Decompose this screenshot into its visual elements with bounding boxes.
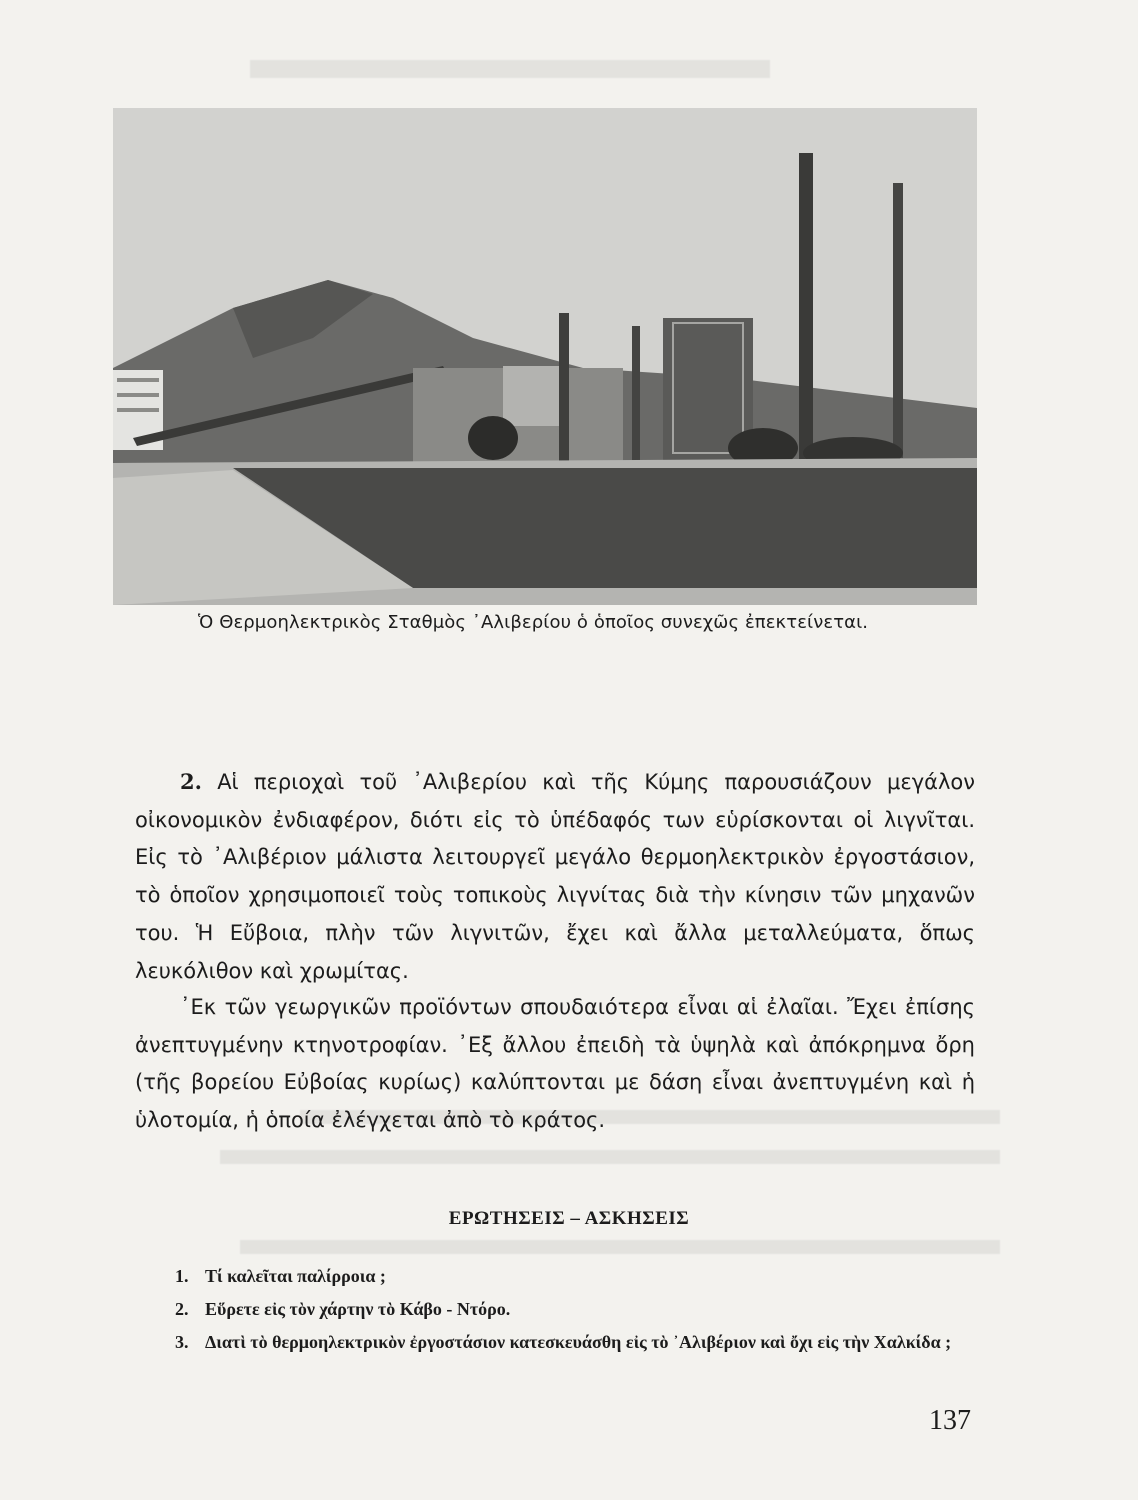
photo-caption: Ὁ Θερμοηλεκτρικὸς Σταθμὸς ᾿Αλιβερίου ὁ ὁποῖος συνεχῶς ἐπεκτείνεται. bbox=[198, 612, 869, 633]
power-station-illustration bbox=[113, 108, 977, 605]
question-text: Τί καλεῖται παλίρροια ; bbox=[205, 1266, 386, 1286]
show-through-block bbox=[250, 60, 770, 78]
question-item bbox=[175, 1262, 975, 1291]
trees bbox=[468, 416, 518, 460]
chimney bbox=[559, 313, 569, 463]
question-item bbox=[175, 1295, 975, 1324]
page-number: 137 bbox=[929, 1405, 971, 1436]
question-item bbox=[175, 1328, 975, 1357]
show-through-block bbox=[220, 1150, 1000, 1164]
question-text: Διατὶ τὸ θερμοηλεκτρικὸν ἐργοστάσιον κατεσκευάσθη εἰς τὸ ᾿Αλιβέριον καὶ ὄχι εἰς τὴν Χαλκίδα ; bbox=[205, 1332, 952, 1352]
chimney bbox=[632, 326, 640, 466]
paragraph-1 bbox=[135, 763, 975, 990]
tall-chimney bbox=[799, 153, 813, 463]
tall-chimney bbox=[893, 183, 903, 458]
question-number: 1. bbox=[175, 1266, 189, 1286]
power-station-photo bbox=[113, 108, 977, 605]
paragraph-2 bbox=[135, 989, 975, 1140]
questions-heading: ΕΡΩΤΗΣΕΙΣ – ΑΣΚΗΣΕΙΣ bbox=[448, 1208, 690, 1229]
paragraph-number: 2. bbox=[180, 769, 202, 794]
question-text: Εὕρετε εἰς τὸν χάρτην τὸ Κάβο - Ντόρο. bbox=[205, 1299, 511, 1319]
question-number: 2. bbox=[175, 1299, 189, 1319]
question-number: 3. bbox=[175, 1332, 189, 1352]
show-through-block bbox=[240, 1240, 1000, 1254]
paragraph-1-text: Αἱ περιοχαὶ τοῦ ᾿Αλιβερίου καὶ τῆς Κύμης παρουσιάζουν μεγάλον οἰκονομικὸν ἐνδιαφέρον, διότι εἰς τὸ ὑπέδαφός των εὑρίσκονται οἱ λιγνῖται. Εἰς τὸ ᾿Αλιβέριον μάλιστα λειτουργεῖ μεγάλο θερμοηλεκτρικὸν ἐργοστάσιον, τὸ ὁποῖον χρησιμοποιεῖ τοὺς τοπικοὺς λιγνίτας διὰ τὴν κίνησιν τῶν μηχανῶν του. Ἡ Εὔβοια, πλὴν τῶν λιγνιτῶν, ἔχει καὶ ἄλλα μεταλλεύματα, ὅπως λευκόλιθον καὶ χρωμίτας. bbox=[135, 770, 975, 983]
paragraph-2-text: ᾿Εκ τῶν γεωργικῶν προϊόντων σπουδαιότερα εἶναι αἱ ἐλαῖαι. Ἔχει ἐπίσης ἀνεπτυγμένην κτηνοτροφίαν. ᾿Εξ ἄλλου ἐπειδὴ τὰ ὑψηλὰ καὶ ἀπόκρημνα ὄρη (τῆς βορείου Εὐβοίας κυρίως) καλύπτονται με δάση εἶναι ἀνεπτυγμένη καὶ ἡ ὑλοτομία, ἡ ὁποία ἐλέγχεται ἀπὸ τὸ κράτος. bbox=[135, 995, 975, 1133]
questions-list bbox=[175, 1262, 975, 1361]
